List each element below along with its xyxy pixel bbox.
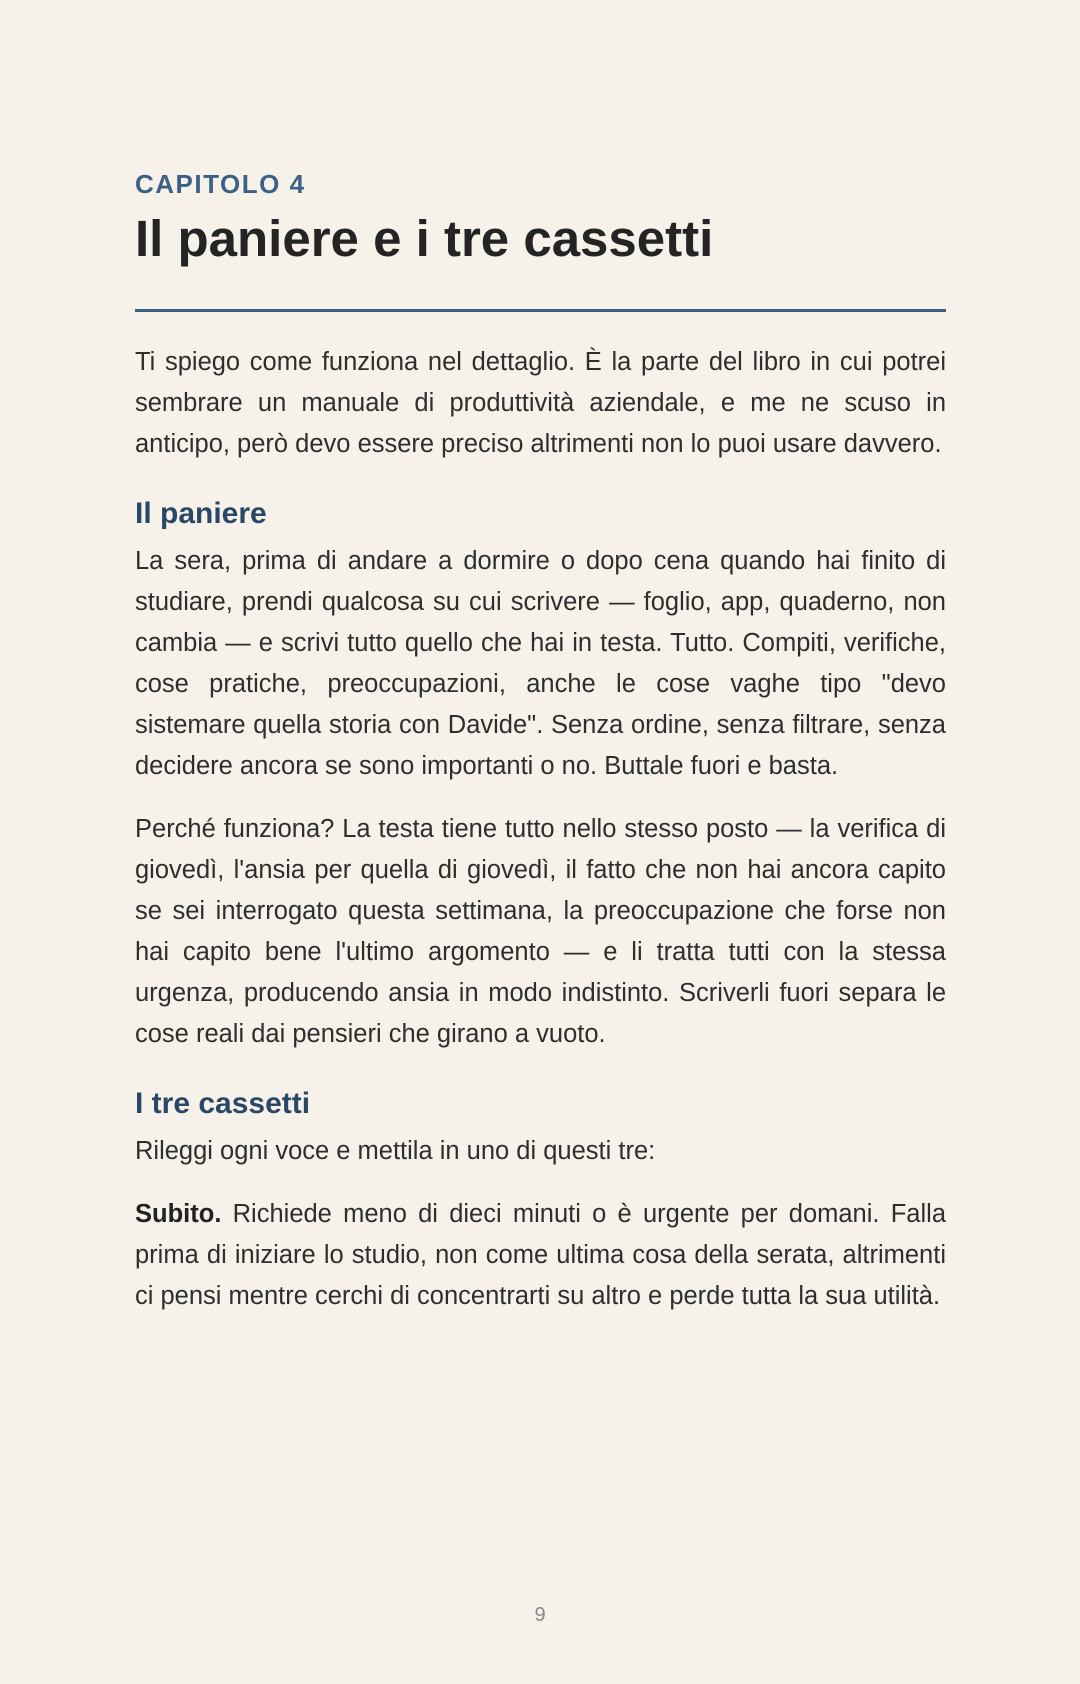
chapter-body: [135, 342, 946, 1339]
cassetto-subito-label: Subito.: [135, 1200, 222, 1228]
paniere-paragraph-2: Perché funziona? La testa tiene tutto nello stesso posto — la verifica di giovedì, l'ansia per quella di giovedì, il fatto che non hai ancora capito se sei interrogato questa settimana, la preoccupazione che forse non hai capito bene l'ultimo argomento — e li tratta tutti con la stessa urgenza, producendo ansia in modo indistinto. Scriverli fuori separa le cose reali dai pensieri che girano a vuoto.: [135, 815, 946, 1048]
section-heading-cassetti: I tre cassetti: [135, 1087, 311, 1120]
cassetto-subito-text: Richiede meno di dieci minuti o è urgente per domani. Falla prima di iniziare lo studio, non come ultima cosa della serata, altrimenti ci pensi mentre cerchi di concentrarti su altro e perde tutta la sua utilità.: [135, 1200, 946, 1310]
section-heading-paniere: Il paniere: [135, 497, 267, 530]
paniere-paragraph-1: La sera, prima di andare a dormire o dopo cena quando hai finito di studiare, prendi qualcosa su cui scrivere — foglio, app, quaderno, non cambia — e scrivi tutto quello che hai in testa. Tutto. Compiti, verifiche, cose pratiche, preoccupazioni, anche le cose vaghe tipo "devo sistemare quella storia con Davide". Senza ordine, senza filtrare, senza decidere ancora se sono importanti o no. Buttale fuori e basta.: [135, 547, 946, 780]
chapter-title: Il paniere e i tre cassetti: [135, 210, 714, 267]
cassetto-subito-paragraph: [135, 1194, 946, 1317]
chapter-label: CAPITOLO 4: [135, 169, 306, 199]
intro-paragraph: Ti spiego come funziona nel dettaglio. È la parte del libro in cui potrei sembrare un manuale di produttività aziendale, e me ne scuso in anticipo, però devo essere preciso altrimenti non lo puoi usare davvero.: [135, 348, 946, 458]
page-number: 9: [534, 1604, 546, 1626]
title-divider: [135, 309, 946, 312]
cassetti-intro: Rileggi ogni voce e mettila in uno di questi tre:: [135, 1137, 656, 1165]
